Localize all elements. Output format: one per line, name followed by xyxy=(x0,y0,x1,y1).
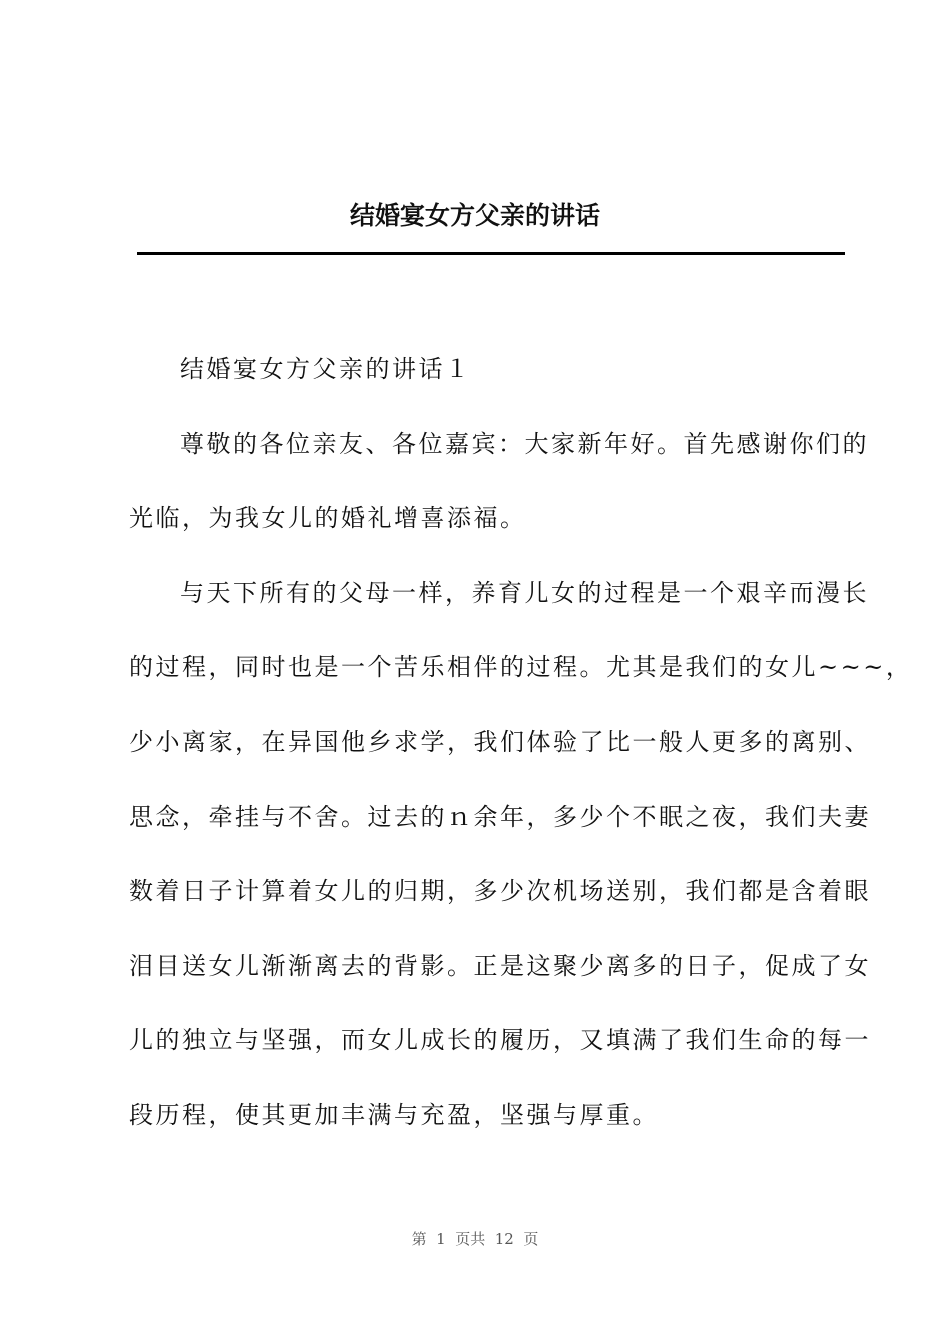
paragraph-line: 段历程，使其更加丰满与充盈，坚强与厚重。 xyxy=(129,1100,659,1129)
paragraph-line: 数着日子计算着女儿的归期，多少次机场送别，我们都是含着眼 xyxy=(129,877,871,906)
section-heading: 结婚宴女方父亲的讲话１ xyxy=(180,355,472,383)
paragraph-line: 少小离家，在异国他乡求学，我们体验了比一般人更多的离别、 xyxy=(129,727,871,756)
page-title: 结婚宴女方父亲的讲话 xyxy=(349,201,600,230)
paragraph-line: 思念，牵挂与不舍。过去的ｎ余年，多少个不眠之夜，我们夫妻 xyxy=(129,802,871,831)
paragraph-line: 儿的独立与坚强，而女儿成长的履历，又填满了我们生命的每一 xyxy=(129,1026,871,1055)
page-number-footer: 第 1 页共 12 页 xyxy=(411,1230,539,1248)
paragraph-line: 与天下所有的父母一样，养育儿女的过程是一个艰辛而漫长 xyxy=(180,578,869,607)
paragraph-line: 泪目送女儿渐渐离去的背影。正是这聚少离多的日子，促成了女 xyxy=(129,951,871,980)
paragraph-line: 光临，为我女儿的婚礼增喜添福。 xyxy=(129,504,527,533)
paragraph-line: 尊敬的各位亲友、各位嘉宾：大家新年好。首先感谢你们的 xyxy=(180,429,869,458)
paragraph-line: 的过程，同时也是一个苦乐相伴的过程。尤其是我们的女儿~~~， xyxy=(129,653,913,682)
document-body xyxy=(129,340,913,1161)
title-divider xyxy=(137,252,845,255)
